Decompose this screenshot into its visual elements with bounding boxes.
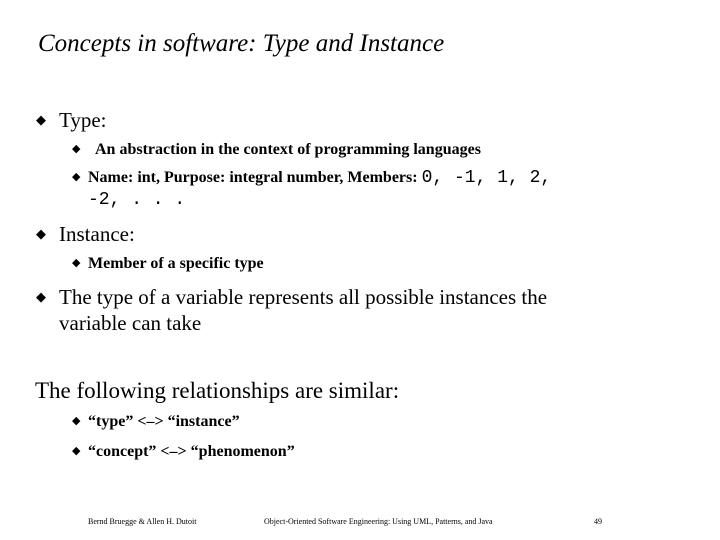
small-diamond-bullet-icon: ◆ bbox=[72, 143, 81, 155]
relationships-heading: The following relationships are similar: bbox=[35, 378, 400, 403]
name-code-line2: -2, . . . bbox=[88, 190, 186, 210]
sub-bullet-abstraction-text: An abstraction in the context of programming languages bbox=[95, 141, 481, 158]
bullet-type-text: Type: bbox=[59, 108, 107, 132]
sub-bullet-member-text: Member of a specific type bbox=[88, 255, 264, 272]
relationship-text: “concept” <–> “phenomenon” bbox=[88, 443, 295, 460]
footer-page-number: 49 bbox=[594, 517, 602, 526]
footer-book-title: Object-Oriented Software Engineering: Using UML, Patterns, and Java bbox=[264, 517, 493, 526]
diamond-bullet-icon: ◆ bbox=[36, 226, 46, 241]
bullet-instance-text: Instance: bbox=[59, 222, 135, 246]
bullet-variable-line2: variable can take bbox=[59, 311, 202, 335]
name-prefix: Name: int, Purpose: integral number, Members: bbox=[88, 169, 422, 186]
diamond-bullet-icon: ◆ bbox=[36, 112, 46, 127]
small-diamond-bullet-icon: ◆ bbox=[72, 445, 81, 457]
small-diamond-bullet-icon: ◆ bbox=[72, 257, 81, 269]
small-diamond-bullet-icon: ◆ bbox=[72, 171, 81, 183]
bullet-variable-line1: The type of a variable represents all possible instances the bbox=[59, 285, 548, 309]
diamond-bullet-icon: ◆ bbox=[36, 289, 46, 304]
small-diamond-bullet-icon: ◆ bbox=[72, 415, 81, 427]
slide-title: Concepts in software: Type and Instance bbox=[38, 30, 445, 57]
relationship-text: “type” <–> “instance” bbox=[88, 413, 240, 430]
footer-authors: Bernd Bruegge & Allen H. Dutoit bbox=[88, 517, 197, 526]
name-code-line1: 0, -1, 1, 2, bbox=[421, 168, 552, 188]
